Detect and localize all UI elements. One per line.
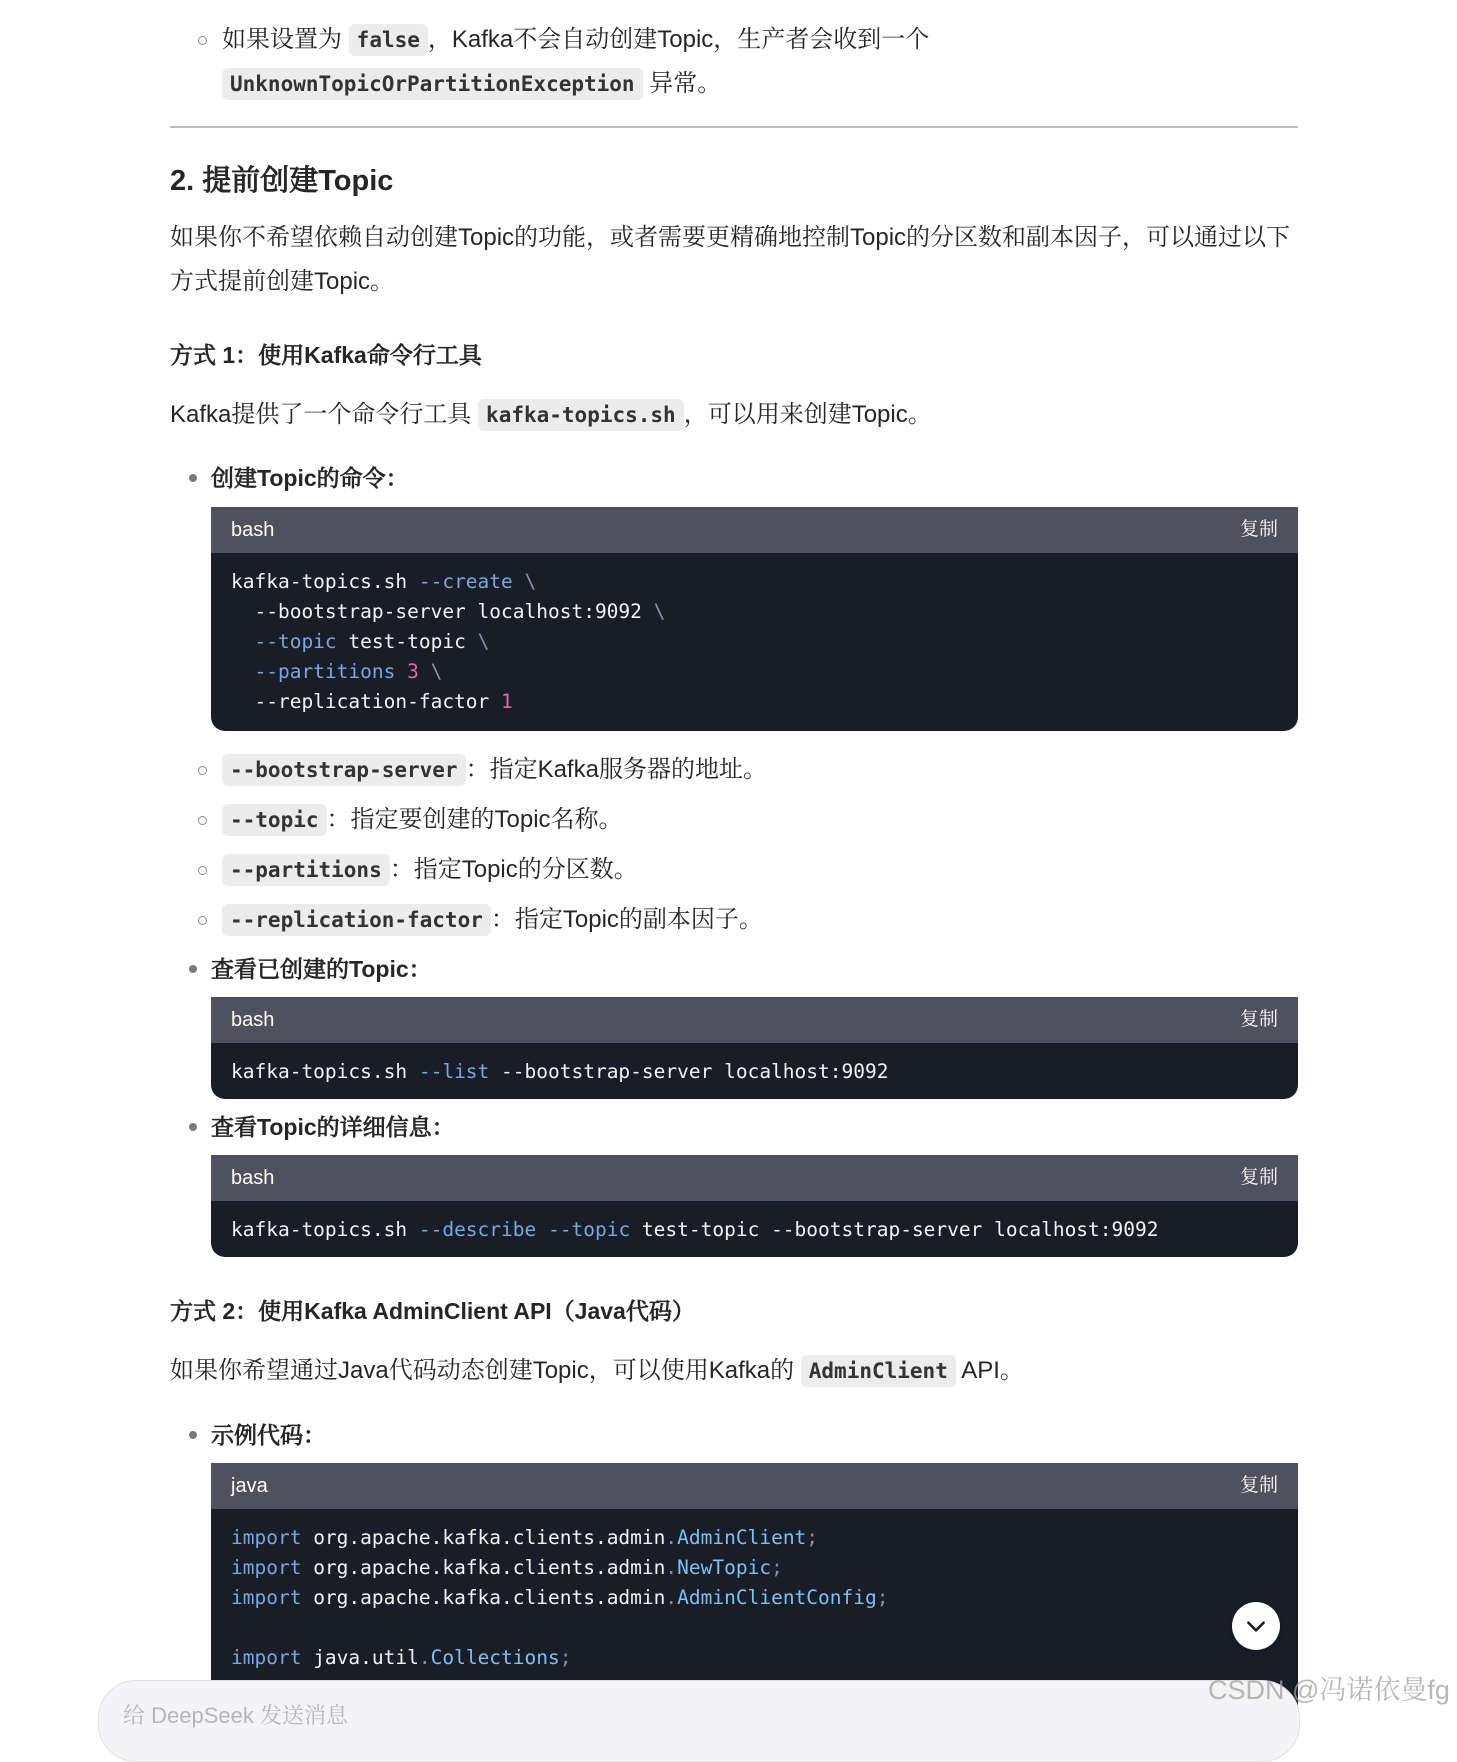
- inline-code: --partitions: [222, 854, 390, 886]
- copy-button[interactable]: 复制: [1239, 1475, 1278, 1496]
- code-block-describe: [211, 1155, 1298, 1257]
- list-item: [222, 848, 638, 892]
- code-line: import org.apache.kafka.clients.admin.AdminClient;: [231, 1526, 819, 1549]
- list-item-text: ：指定Kafka服务器的地址。: [465, 756, 767, 783]
- code-body: [211, 1043, 1298, 1097]
- paragraph-text: ，可以用来创建Topic。: [683, 401, 932, 428]
- list-item-text: 如果设置为: [222, 26, 342, 53]
- bullet-icon: [189, 1431, 197, 1439]
- inline-code: false: [349, 24, 428, 56]
- bullet-label: 查看Topic的详细信息：: [211, 1114, 455, 1140]
- chevron-down-icon: [1243, 1613, 1269, 1639]
- inline-code: --replication-factor: [222, 904, 491, 936]
- code-line: import java.util.Collections;: [231, 1646, 572, 1669]
- method1-paragraph: [170, 393, 1298, 437]
- message-input[interactable]: [98, 1680, 1300, 1762]
- list-item-text: ：指定Topic的副本因子。: [490, 906, 763, 933]
- hollow-bullet-icon: [198, 36, 207, 45]
- code-body: [211, 1509, 1298, 1683]
- list-item-text: ，Kafka不会自动创建Topic，生产者会收到一个: [427, 26, 930, 53]
- code-block-header: [211, 997, 1298, 1043]
- code-block-header: [211, 1463, 1298, 1509]
- paragraph-text: 如果你希望通过Java代码动态创建Topic，可以使用Kafka的: [170, 1357, 795, 1384]
- list-item-text: ：指定Topic的分区数。: [389, 856, 638, 883]
- bullet-icon: [189, 474, 197, 482]
- code-block-list: [211, 997, 1298, 1099]
- code-block-create: [211, 507, 1298, 731]
- code-language-label: java: [231, 1475, 268, 1497]
- bullet-icon: [189, 1123, 197, 1131]
- method2-paragraph: [170, 1349, 1298, 1393]
- copy-button[interactable]: 复制: [1239, 519, 1278, 540]
- bullet-item-create: [211, 460, 409, 496]
- list-item-text: ：指定要创建的Topic名称。: [326, 806, 623, 833]
- bullet-item-list: [211, 951, 432, 987]
- code-block-header: [211, 507, 1298, 553]
- code-language-label: bash: [231, 1009, 275, 1031]
- inline-code: AdminClient: [801, 1355, 956, 1387]
- code-block-header: [211, 1155, 1298, 1201]
- code-language-label: bash: [231, 1167, 275, 1189]
- bullet-label: 查看已创建的Topic：: [211, 956, 432, 982]
- paragraph-text: Kafka提供了一个命令行工具: [170, 401, 472, 428]
- method1-heading: 方式 1：使用Kafka命令行工具: [170, 342, 482, 368]
- hollow-bullet-icon: [198, 866, 207, 875]
- code-line: --bootstrap-server localhost:9092 \: [231, 600, 666, 623]
- inline-code: kafka-topics.sh: [478, 399, 684, 431]
- bullet-item-describe: [211, 1109, 455, 1145]
- list-item: [222, 798, 623, 842]
- watermark: CSDN @冯诺依曼fg: [1208, 1675, 1450, 1705]
- code-body: [211, 1201, 1298, 1255]
- message-input-placeholder: 给 DeepSeek 发送消息: [123, 1703, 348, 1728]
- code-line: kafka-topics.sh --list --bootstrap-server localhost:9092: [231, 1060, 889, 1083]
- inline-code: --topic: [222, 804, 327, 836]
- code-line: import org.apache.kafka.clients.admin.AdminClientConfig;: [231, 1586, 889, 1609]
- method2-heading: 方式 2：使用Kafka AdminClient API（Java代码）: [170, 1298, 695, 1324]
- bullet-icon: [189, 965, 197, 973]
- code-body: [211, 553, 1298, 727]
- code-line: --topic test-topic \: [254, 630, 490, 653]
- code-line: kafka-topics.sh --create \: [231, 570, 537, 593]
- hollow-bullet-icon: [198, 816, 207, 825]
- paragraph-text: API。: [961, 1357, 1024, 1384]
- bullet-label: 示例代码：: [211, 1422, 326, 1448]
- inline-code: UnknownTopicOrPartitionException: [222, 68, 643, 100]
- code-line: --replication-factor 1: [231, 690, 513, 713]
- list-item: [222, 748, 767, 792]
- scroll-to-bottom-button[interactable]: [1232, 1602, 1280, 1650]
- code-language-label: bash: [231, 519, 275, 541]
- code-line: kafka-topics.sh --describe --topic test-topic --bootstrap-server localhost:9092: [231, 1218, 1159, 1241]
- code-line: import org.apache.kafka.clients.admin.NewTopic;: [231, 1556, 783, 1579]
- copy-button[interactable]: 复制: [1239, 1167, 1278, 1188]
- list-item-text: 异常。: [649, 70, 722, 97]
- bullet-item-example: [211, 1417, 326, 1453]
- code-line: --partitions 3 \: [254, 660, 443, 683]
- list-item: [222, 18, 1222, 106]
- bullet-label: 创建Topic的命令：: [211, 465, 409, 491]
- hollow-bullet-icon: [198, 766, 207, 775]
- section-intro: 如果你不希望依赖自动创建Topic的功能，或者需要更精确地控制Topic的分区数和副本因子，可以通过以下方式提前创建Topic。: [170, 224, 1291, 295]
- list-item: [222, 898, 763, 942]
- inline-code: --bootstrap-server: [222, 754, 466, 786]
- section-heading: 2. 提前创建Topic: [170, 165, 394, 197]
- divider: [170, 126, 1298, 128]
- hollow-bullet-icon: [198, 916, 207, 925]
- copy-button[interactable]: 复制: [1239, 1009, 1278, 1030]
